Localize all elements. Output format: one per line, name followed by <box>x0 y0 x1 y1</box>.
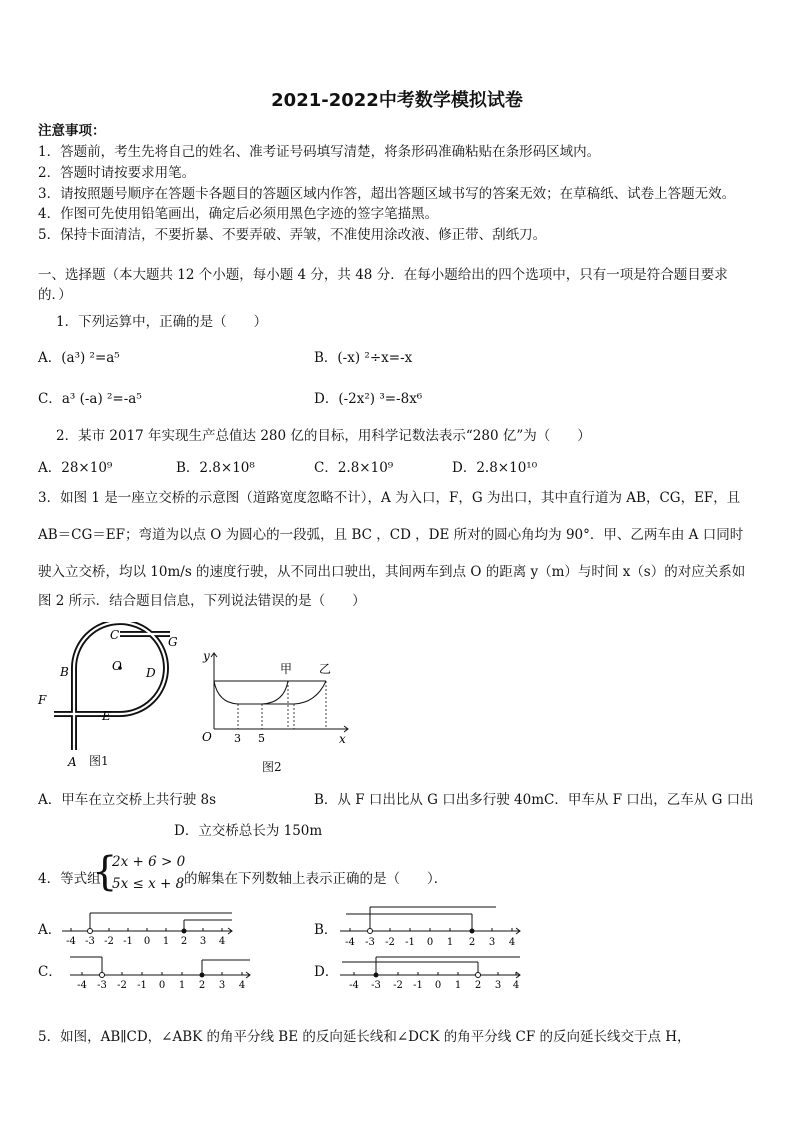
note-item: 1．答题前，考生先将自己的姓名、准考证号码填写清楚，将条形码准确粘贴在条形码区域内。 <box>38 144 601 160</box>
tick: -2 <box>385 937 395 948</box>
section-heading: 一、选择题（本大题共 12 个小题，每小题 4 分，共 48 分．在每小题给出的四个选项中，只有一项是符合题目要求 <box>38 267 728 283</box>
curve-label-yi: 乙 <box>319 662 332 676</box>
tick: -1 <box>413 980 423 991</box>
y-axis-label: y <box>203 649 210 663</box>
number-line-b <box>336 902 526 948</box>
tick: 1 <box>454 980 462 991</box>
number-line-a <box>58 906 238 948</box>
q3-figure-2-caption: 图2 <box>262 760 282 774</box>
point-label-a: A <box>68 755 77 769</box>
q4-option-c-label: C． <box>38 964 62 980</box>
q3-stem-line2: AB＝CG＝EF；弯道为以点 O 为圆心的一段弧，且 BC ，CD ，DE 所对的圆心角均为 90°．甲、乙两车由 A 口同时 <box>38 527 744 543</box>
number-line-d <box>336 950 526 992</box>
q2-stem: 2．某市 2017 年实现生产总值达 280 亿的目标，用科学记数法表示“280 亿”为（ ） <box>56 428 591 444</box>
brace-symbol: { <box>92 849 118 895</box>
tick: -2 <box>117 980 127 991</box>
point-label-o: O <box>112 659 122 673</box>
tick: -2 <box>104 936 114 947</box>
tick: 0 <box>434 980 442 991</box>
q4-option-d-label: D． <box>314 964 339 980</box>
notes-heading: 注意事项： <box>38 123 106 139</box>
note-item: 5．保持卡面清洁，不要折暴、不要弄破、弄皱，不准使用涂改液、修正带、刮纸刀。 <box>38 227 547 243</box>
tick: 0 <box>158 980 166 991</box>
tick: 1 <box>446 937 454 948</box>
origin-label: O <box>202 730 212 744</box>
tick: 1 <box>162 936 170 947</box>
q4-option-b-label: B． <box>314 922 338 938</box>
tick: 4 <box>508 937 516 948</box>
tick-label: 3 <box>234 732 241 745</box>
q3-figure-1-caption: 图1 <box>89 754 109 768</box>
q4-stem-suffix: 的解集在下列数轴上表示正确的是（ ）． <box>184 871 448 887</box>
tick-label: 5 <box>258 732 265 745</box>
point-label-g: G <box>168 635 178 649</box>
q2-option-d: D．2.8×10¹⁰ <box>452 460 538 476</box>
tick: -3 <box>97 980 107 991</box>
q2-option-b: B．2.8×10⁸ <box>176 460 255 476</box>
q1-option-c: C．a³ (-a) ²=-a⁵ <box>38 391 142 407</box>
tick: 2 <box>198 980 206 991</box>
q3-option-d: D．立交桥总长为 150m <box>174 823 323 839</box>
q3-stem-line4: 图 2 所示．结合题目信息，下列说法错误的是（ ） <box>38 593 366 609</box>
q3-option-a: A．甲车在立交桥上共行驶 8s <box>38 792 217 808</box>
tick: 2 <box>180 936 188 947</box>
x-axis-label: x <box>339 732 346 746</box>
tick: -3 <box>371 980 381 991</box>
point-label-b: B <box>60 665 69 679</box>
q3-figure-1 <box>34 622 184 772</box>
q2-option-a: A．28×10⁹ <box>38 460 113 476</box>
q1-option-a: A．(a³) ²=a⁵ <box>38 350 120 366</box>
tick: -3 <box>365 937 375 948</box>
tick: -1 <box>123 936 133 947</box>
tick: 1 <box>178 980 186 991</box>
q1-option-d: D．(-2x²) ³=-8x⁶ <box>314 391 423 407</box>
inequality-1: 2x + 6 > 0 <box>112 854 186 870</box>
tick: 3 <box>494 980 502 991</box>
section-heading-cont: 的．） <box>38 287 72 303</box>
q3-option-b: B．从 F 口出比从 G 口出多行驶 40mC．甲车从 F 口出，乙车从 G 口出 <box>314 792 754 808</box>
curve-label-jia: 甲 <box>280 662 293 676</box>
tick: -3 <box>85 936 95 947</box>
tick: 3 <box>488 937 496 948</box>
note-item: 4．作图可先使用铅笔画出，确定后必须用黑色字迹的签字笔描黑。 <box>38 206 439 222</box>
note-item: 3．请按照题号顺序在答题卡各题目的答题区域内作答，超出答题区域书写的答案无效；在草稿纸、试卷上答题无效。 <box>38 186 736 202</box>
q4-option-a-label: A． <box>38 922 62 938</box>
tick: -1 <box>137 980 147 991</box>
q3-figure-2 <box>196 645 356 755</box>
point-label-f: F <box>38 693 47 707</box>
inequality-2: 5x ≤ x + 8 <box>112 876 185 892</box>
q2-option-c: C．2.8×10⁹ <box>314 460 394 476</box>
point-label-c: C <box>110 628 120 642</box>
point-label-e: E <box>102 709 111 723</box>
tick: 0 <box>426 937 434 948</box>
tick: 4 <box>512 980 520 991</box>
q4-prefix: 4．等式组 <box>38 871 101 887</box>
q1-option-b: B．(-x) ²÷x=-x <box>314 350 413 366</box>
tick: 4 <box>238 980 246 991</box>
tick: 2 <box>474 980 482 991</box>
q3-stem-line3: 驶入立交桥，均以 10m/s 的速度行驶，从不同出口驶出，其间两车到点 O 的距离 y（m）与时间 x（s）的对应关系如 <box>38 564 746 580</box>
q5-stem: 5．如图，AB∥CD，∠ABK 的角平分线 BE 的反向延长线和∠DCK 的角平分线 CF 的反向延长线交于点 H， <box>38 1029 691 1045</box>
q1-stem: 1．下列运算中，正确的是（ ） <box>56 314 268 330</box>
tick: 2 <box>468 937 476 948</box>
number-line-c <box>66 950 256 992</box>
page-title: 2021-2022中考数学模拟试卷 <box>271 90 523 111</box>
tick: -4 <box>349 980 359 991</box>
tick: 0 <box>143 936 151 947</box>
tick: -4 <box>345 937 355 948</box>
point-label-d: D <box>146 666 156 680</box>
tick: 4 <box>218 936 226 947</box>
tick: -4 <box>66 936 76 947</box>
tick: 3 <box>218 980 226 991</box>
tick: -2 <box>393 980 403 991</box>
tick: -4 <box>77 980 87 991</box>
note-item: 2．答题时请按要求用笔。 <box>38 165 196 181</box>
tick: -1 <box>405 937 415 948</box>
tick: 3 <box>199 936 207 947</box>
q3-stem-line1: 3．如图 1 是一座立交桥的示意图（道路宽度忽略不计），A 为入口，F，G 为出口，其中直行道为 AB，CG，EF，且 <box>38 490 741 506</box>
